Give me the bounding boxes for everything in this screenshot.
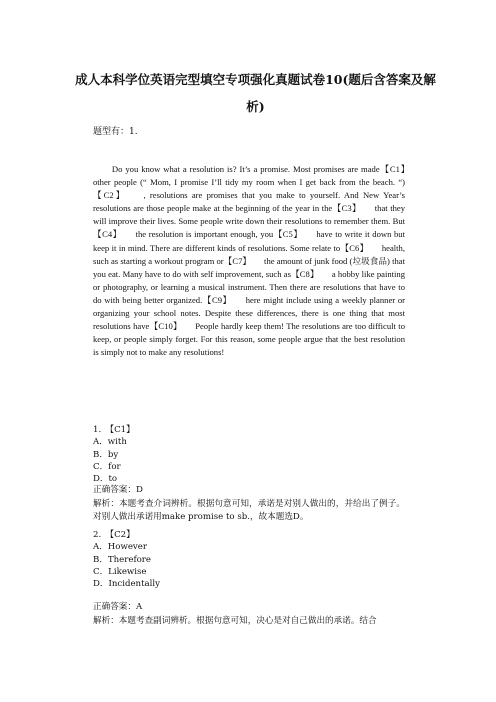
answer-block-2 [93, 601, 405, 628]
question-number: 2. 【C2】 [93, 530, 135, 540]
passage-text: Do you know what a resolution is? It’s a promise. Most promises are made【C1】 other people (“ Mom, I promise I’ll tidy my room when I get back from the beach. “)【C2】 , resolutions are promises that you make to yourself. And New Year’s resolutions are those people make at the beginning of the year in the【C3】 that they will improve their lives. Some people write down their resolutions to remember them. But【C4】 the resolution is important enough, you【C5】 have to write it down but keep it in mind. There are different kinds of resolutions. Some relate to【C6】 health, such as starting a workout program or【C7】 the amount of junk food (垃圾食品) that you eat. Many have to do with self improvement, such as【C8】 a hobby like painting or photography, or learning a musical instrument. Then there are resolutions that have to do with being better organized.【C9】 here might include using a weekly planner or organizing your school notes. Despite these differences, there is one thing that most resolutions have【C10】 People hardly keep them! The resolutions are too difficult to keep, or people simply forget. For this reason, some people argue that the best resolution is simply not to make any resolutions! [93, 164, 423, 358]
explanation: 解析：本题考查副词辨析。根据句意可知，决心是对自己做出的承诺。结合 [93, 615, 377, 626]
question-types: 题型有：1. [93, 127, 138, 137]
option-d[interactable]: D．Incidentally [93, 579, 161, 590]
option-c[interactable]: C．for [93, 461, 121, 472]
option-c[interactable]: C．Likewise [93, 566, 147, 577]
explanation: 解析：本题考查介词辨析。根据句意可知，承诺是对别人做出的，并给出了例子。对别人做出承诺用make promise to sb.，故本题选D。 [93, 498, 405, 522]
question-number: 1. 【C1】 [93, 425, 135, 435]
option-a[interactable]: A．However [93, 542, 147, 553]
answer-block-1 [93, 484, 405, 525]
correct-answer: 正确答案：D [93, 485, 143, 495]
correct-answer: 正确答案：A [93, 602, 143, 612]
option-b[interactable]: B．by [93, 449, 119, 460]
option-d[interactable]: D．to [93, 474, 118, 485]
option-b[interactable]: B．Therefore [93, 554, 152, 565]
page-title: 成人本科学位英语完型填空专项强化真题试卷10(题后含答案及解析) [75, 72, 436, 114]
question-2 [93, 529, 413, 590]
question-1 [93, 424, 413, 485]
option-a[interactable]: A．with [93, 437, 127, 448]
